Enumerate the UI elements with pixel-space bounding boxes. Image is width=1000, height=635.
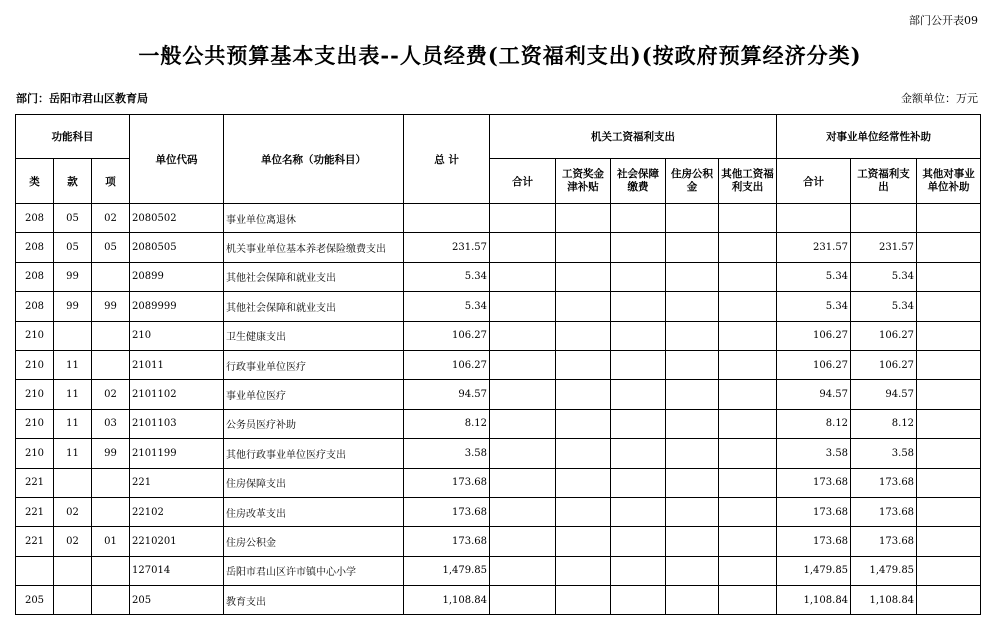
org-social-cell [611, 497, 666, 526]
org-subtotal-cell [490, 292, 556, 321]
pub-salary-cell: 173.68 [851, 468, 917, 497]
lei-cell: 210 [16, 409, 54, 438]
pub-subtotal-cell: 106.27 [777, 321, 851, 350]
header-unit-code: 单位代码 [130, 115, 224, 204]
pub-salary-cell: 5.34 [851, 262, 917, 291]
org-housing-cell [666, 233, 719, 262]
table-row [16, 262, 981, 291]
pub-salary-cell: 1,108.84 [851, 586, 917, 615]
header-xiang: 项 [92, 159, 130, 204]
amount-unit-label: 金额单位：万元 [901, 92, 978, 105]
org-social-cell [611, 350, 666, 379]
expenditure-table [15, 114, 981, 615]
table-row [16, 380, 981, 409]
org-salary-cell [556, 527, 611, 556]
unit-code-cell: 2080505 [130, 233, 224, 262]
org-housing-cell [666, 292, 719, 321]
pub-other-cell [917, 321, 981, 350]
pub-salary-cell: 231.57 [851, 233, 917, 262]
xiang-cell [92, 556, 130, 585]
table-row [16, 439, 981, 468]
org-housing-cell [666, 439, 719, 468]
org-other-cell [719, 497, 777, 526]
pub-other-cell [917, 350, 981, 379]
org-subtotal-cell [490, 262, 556, 291]
org-social-cell [611, 439, 666, 468]
table-row [16, 292, 981, 321]
unit-code-cell: 2080502 [130, 204, 224, 233]
header-pub-subtotal: 合计 [777, 159, 851, 204]
pub-subtotal-cell: 173.68 [777, 527, 851, 556]
pub-subtotal-cell: 231.57 [777, 233, 851, 262]
table-row [16, 350, 981, 379]
org-salary-cell [556, 350, 611, 379]
org-subtotal-cell [490, 204, 556, 233]
org-housing-cell [666, 350, 719, 379]
xiang-cell: 02 [92, 380, 130, 409]
lei-cell: 208 [16, 292, 54, 321]
lei-cell: 208 [16, 204, 54, 233]
xiang-cell: 02 [92, 204, 130, 233]
table-row [16, 204, 981, 233]
table-row [16, 233, 981, 262]
header-org-subtotal: 合计 [490, 159, 556, 204]
org-subtotal-cell [490, 556, 556, 585]
total-cell: 231.57 [404, 233, 490, 262]
org-housing-cell [666, 262, 719, 291]
total-cell: 106.27 [404, 321, 490, 350]
org-salary-cell [556, 468, 611, 497]
kuan-cell: 11 [54, 409, 92, 438]
header-kuan: 款 [54, 159, 92, 204]
xiang-cell [92, 321, 130, 350]
org-housing-cell [666, 409, 719, 438]
org-social-cell [611, 292, 666, 321]
org-housing-cell [666, 527, 719, 556]
org-social-cell [611, 527, 666, 556]
kuan-cell: 02 [54, 527, 92, 556]
org-housing-cell [666, 204, 719, 233]
xiang-cell [92, 350, 130, 379]
unit-code-cell: 2101199 [130, 439, 224, 468]
pub-other-cell [917, 556, 981, 585]
unit-code-cell: 2210201 [130, 527, 224, 556]
org-social-cell [611, 556, 666, 585]
pub-subtotal-cell: 173.68 [777, 497, 851, 526]
pub-salary-cell: 8.12 [851, 409, 917, 438]
unit-name-cell: 行政事业单位医疗 [224, 350, 404, 379]
lei-cell: 205 [16, 586, 54, 615]
xiang-cell: 99 [92, 292, 130, 321]
org-social-cell [611, 233, 666, 262]
xiang-cell [92, 586, 130, 615]
kuan-cell: 05 [54, 233, 92, 262]
org-other-cell [719, 262, 777, 291]
total-cell: 8.12 [404, 409, 490, 438]
pub-other-cell [917, 204, 981, 233]
unit-name-cell: 事业单位离退休 [224, 204, 404, 233]
unit-code-cell: 21011 [130, 350, 224, 379]
pub-subtotal-cell: 1,479.85 [777, 556, 851, 585]
total-cell: 173.68 [404, 468, 490, 497]
lei-cell: 210 [16, 439, 54, 468]
org-other-cell [719, 409, 777, 438]
table-header [16, 115, 981, 204]
org-subtotal-cell [490, 586, 556, 615]
total-cell: 173.68 [404, 497, 490, 526]
org-salary-cell [556, 586, 611, 615]
org-salary-cell [556, 409, 611, 438]
xiang-cell [92, 468, 130, 497]
org-social-cell [611, 380, 666, 409]
org-other-cell [719, 586, 777, 615]
org-salary-cell [556, 321, 611, 350]
header-pub-salary: 工资福利支出 [851, 159, 917, 204]
pub-other-cell [917, 262, 981, 291]
unit-name-cell: 其他行政事业单位医疗支出 [224, 439, 404, 468]
org-other-cell [719, 556, 777, 585]
xiang-cell [92, 262, 130, 291]
table-body [16, 204, 981, 615]
pub-salary-cell: 106.27 [851, 321, 917, 350]
unit-code-cell: 2101102 [130, 380, 224, 409]
pub-subtotal-cell: 5.34 [777, 262, 851, 291]
org-other-cell [719, 321, 777, 350]
unit-name-cell: 教育支出 [224, 586, 404, 615]
unit-name-cell: 岳阳市君山区许市镇中心小学 [224, 556, 404, 585]
unit-code-cell: 2089999 [130, 292, 224, 321]
org-other-cell [719, 527, 777, 556]
pub-other-cell [917, 497, 981, 526]
header-total: 总 计 [404, 115, 490, 204]
org-social-cell [611, 262, 666, 291]
org-social-cell [611, 204, 666, 233]
header-unit-name: 单位名称（功能科目） [224, 115, 404, 204]
total-cell: 173.68 [404, 527, 490, 556]
xiang-cell [92, 497, 130, 526]
unit-code-cell: 127014 [130, 556, 224, 585]
unit-code-cell: 205 [130, 586, 224, 615]
table-row [16, 586, 981, 615]
table-row [16, 468, 981, 497]
org-other-cell [719, 468, 777, 497]
kuan-cell: 99 [54, 262, 92, 291]
unit-name-cell: 卫生健康支出 [224, 321, 404, 350]
org-salary-cell [556, 380, 611, 409]
lei-cell: 221 [16, 497, 54, 526]
total-cell: 5.34 [404, 292, 490, 321]
lei-cell: 210 [16, 380, 54, 409]
pub-subtotal-cell: 5.34 [777, 292, 851, 321]
total-cell [404, 204, 490, 233]
org-subtotal-cell [490, 497, 556, 526]
pub-other-cell [917, 439, 981, 468]
pub-subtotal-cell: 1,108.84 [777, 586, 851, 615]
org-other-cell [719, 380, 777, 409]
unit-name-cell: 其他社会保障和就业支出 [224, 292, 404, 321]
page-title: 一般公共预算基本支出表--人员经费(工资福利支出)(按政府预算经济分类) [138, 43, 862, 68]
table-row [16, 556, 981, 585]
pub-subtotal-cell [777, 204, 851, 233]
org-salary-cell [556, 556, 611, 585]
org-subtotal-cell [490, 439, 556, 468]
total-cell: 94.57 [404, 380, 490, 409]
unit-code-cell: 22102 [130, 497, 224, 526]
xiang-cell: 03 [92, 409, 130, 438]
unit-name-cell: 其他社会保障和就业支出 [224, 262, 404, 291]
xiang-cell: 01 [92, 527, 130, 556]
header-org-salary: 工资奖金津补贴 [556, 159, 611, 204]
lei-cell: 221 [16, 468, 54, 497]
pub-salary-cell: 3.58 [851, 439, 917, 468]
lei-cell: 208 [16, 262, 54, 291]
org-housing-cell [666, 468, 719, 497]
kuan-cell: 05 [54, 204, 92, 233]
org-subtotal-cell [490, 527, 556, 556]
pub-other-cell [917, 409, 981, 438]
pub-salary-cell [851, 204, 917, 233]
kuan-cell: 11 [54, 350, 92, 379]
pub-other-cell [917, 380, 981, 409]
kuan-cell: 02 [54, 497, 92, 526]
unit-name-cell: 机关事业单位基本养老保险缴费支出 [224, 233, 404, 262]
org-subtotal-cell [490, 468, 556, 497]
lei-cell: 210 [16, 350, 54, 379]
org-social-cell [611, 409, 666, 438]
unit-code-cell: 20899 [130, 262, 224, 291]
lei-cell: 221 [16, 527, 54, 556]
org-salary-cell [556, 497, 611, 526]
org-housing-cell [666, 321, 719, 350]
kuan-cell [54, 586, 92, 615]
org-other-cell [719, 233, 777, 262]
unit-name-cell: 事业单位医疗 [224, 380, 404, 409]
table-row [16, 409, 981, 438]
org-subtotal-cell [490, 321, 556, 350]
header-lei: 类 [16, 159, 54, 204]
org-subtotal-cell [490, 409, 556, 438]
pub-subtotal-cell: 3.58 [777, 439, 851, 468]
org-other-cell [719, 204, 777, 233]
total-cell: 5.34 [404, 262, 490, 291]
org-salary-cell [556, 204, 611, 233]
department-label: 部门：岳阳市君山区教育局 [16, 92, 148, 105]
org-salary-cell [556, 262, 611, 291]
kuan-cell: 99 [54, 292, 92, 321]
unit-code-cell: 221 [130, 468, 224, 497]
org-salary-cell [556, 233, 611, 262]
org-housing-cell [666, 497, 719, 526]
org-social-cell [611, 468, 666, 497]
pub-subtotal-cell: 94.57 [777, 380, 851, 409]
total-cell: 106.27 [404, 350, 490, 379]
unit-name-cell: 住房公积金 [224, 527, 404, 556]
org-salary-cell [556, 292, 611, 321]
pub-subtotal-cell: 173.68 [777, 468, 851, 497]
lei-cell: 210 [16, 321, 54, 350]
unit-name-cell: 住房保障支出 [224, 468, 404, 497]
org-subtotal-cell [490, 380, 556, 409]
kuan-cell [54, 321, 92, 350]
pub-salary-cell: 5.34 [851, 292, 917, 321]
kuan-cell [54, 556, 92, 585]
total-cell: 3.58 [404, 439, 490, 468]
org-other-cell [719, 292, 777, 321]
header-pub-other: 其他对事业单位补助 [917, 159, 981, 204]
table-row [16, 321, 981, 350]
pub-other-cell [917, 586, 981, 615]
pub-other-cell [917, 468, 981, 497]
form-number: 部门公开表09 [909, 14, 978, 27]
pub-salary-cell: 106.27 [851, 350, 917, 379]
org-subtotal-cell [490, 233, 556, 262]
header-pub-group: 对事业单位经常性补助 [777, 115, 981, 159]
header-org-housing: 住房公积金 [666, 159, 719, 204]
header-org-social: 社会保障缴费 [611, 159, 666, 204]
pub-salary-cell: 173.68 [851, 497, 917, 526]
total-cell: 1,108.84 [404, 586, 490, 615]
org-social-cell [611, 586, 666, 615]
pub-other-cell [917, 233, 981, 262]
table-row [16, 497, 981, 526]
unit-code-cell: 2101103 [130, 409, 224, 438]
org-housing-cell [666, 380, 719, 409]
header-org-group: 机关工资福利支出 [490, 115, 777, 159]
kuan-cell: 11 [54, 380, 92, 409]
header-func-subject: 功能科目 [16, 115, 130, 159]
org-salary-cell [556, 439, 611, 468]
unit-code-cell: 210 [130, 321, 224, 350]
total-cell: 1,479.85 [404, 556, 490, 585]
org-subtotal-cell [490, 350, 556, 379]
pub-salary-cell: 1,479.85 [851, 556, 917, 585]
kuan-cell [54, 468, 92, 497]
unit-name-cell: 住房改革支出 [224, 497, 404, 526]
table-row [16, 527, 981, 556]
pub-salary-cell: 94.57 [851, 380, 917, 409]
xiang-cell: 05 [92, 233, 130, 262]
pub-subtotal-cell: 8.12 [777, 409, 851, 438]
pub-other-cell [917, 292, 981, 321]
org-housing-cell [666, 586, 719, 615]
org-housing-cell [666, 556, 719, 585]
org-other-cell [719, 350, 777, 379]
kuan-cell: 11 [54, 439, 92, 468]
header-org-other: 其他工资福利支出 [719, 159, 777, 204]
pub-salary-cell: 173.68 [851, 527, 917, 556]
org-social-cell [611, 321, 666, 350]
lei-cell [16, 556, 54, 585]
pub-subtotal-cell: 106.27 [777, 350, 851, 379]
org-other-cell [719, 439, 777, 468]
xiang-cell: 99 [92, 439, 130, 468]
unit-name-cell: 公务员医疗补助 [224, 409, 404, 438]
lei-cell: 208 [16, 233, 54, 262]
pub-other-cell [917, 527, 981, 556]
